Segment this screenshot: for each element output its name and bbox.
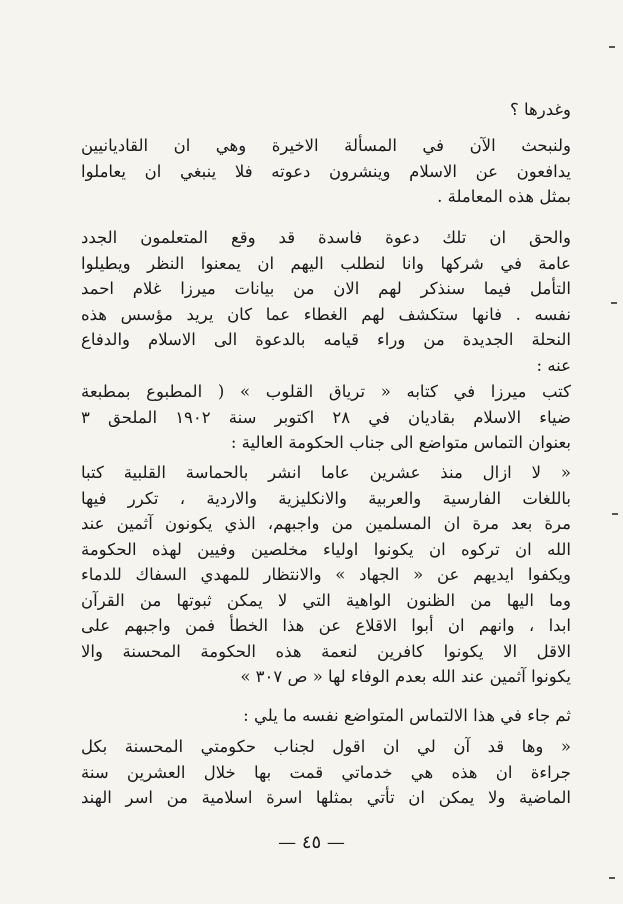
paragraph-line: ويكفوا ايديهم عن « الجهاد » والانتظار للمهدي السفاك للدماء bbox=[81, 565, 571, 584]
paragraph-line: الاقل الا يكونوا كافرين لنعمة هذه الحكومة المحسنة والا bbox=[81, 641, 571, 661]
paragraph-line: التأمل فيما سنذكر لهم الان من بيانات ميرزا غلام احمد bbox=[81, 279, 571, 298]
paragraph-line: يدافعون عن الاسلام وينشرون دعوته فلا ينبغي ان يعاملوا bbox=[81, 161, 571, 181]
paragraph-line: باللغات الفارسية والعربية والانكليزية والاردية ، تكرر فيها bbox=[81, 488, 571, 508]
paragraph-line: الماضية ولا يمكن ان تأتي بمثلها اسرة اسلامية من اسر الهند bbox=[81, 788, 571, 807]
quotation-paragraph-2 bbox=[81, 734, 571, 811]
paragraph-1 bbox=[81, 133, 571, 210]
paragraph-line: مرة بعد مرة ان المسلمين من واجبهم، الذي يكونون آثمين عند bbox=[81, 514, 571, 533]
paragraph-line: « وها قد آن لي ان اقول لجناب حكومتي المحسنة بكل bbox=[81, 737, 571, 756]
paragraph-line: ولنبحث الآن في المسألة الاخيرة وهي ان القاديانيين bbox=[81, 136, 571, 155]
paragraph-line: عنه : bbox=[536, 355, 571, 375]
edge-mark bbox=[609, 877, 615, 879]
paragraph-2 bbox=[81, 225, 571, 378]
paragraph-line: ضياء الاسلام بقاديان في ٢٨ اكتوبر سنة ١٩٠٢ الملحق ٣ bbox=[81, 407, 571, 427]
edge-mark bbox=[612, 513, 618, 515]
paragraph-line: بعنوان التماس متواضع الى جناب الحكومة العالية : bbox=[230, 433, 571, 452]
edge-mark bbox=[609, 46, 615, 48]
paragraph-line: وما اليها من الظنون الواهية التي لا يمكن ثبوتها من القرآن bbox=[81, 590, 571, 610]
opening-line-block bbox=[81, 97, 571, 123]
paragraph-line: الله ان تركوه ان يكونوا اولياء مخلصين وفيين لهذه الحكومة bbox=[81, 539, 571, 559]
paragraph-line: جراءة ان هذه هي خدماتي قمت بها خلال العشرين سنة bbox=[81, 762, 571, 782]
paragraph-line: « لا ازال منذ عشرين عاما انشر بالحماسة القلبية كتبا bbox=[81, 463, 571, 482]
paragraph-line: عامة في شركها وانا لنطلب اليهم ان يمعنوا النظر ويطيلوا bbox=[81, 253, 571, 273]
opening-line: وغدرها ؟ bbox=[510, 100, 571, 119]
paragraph-line: بمثل هذه المعاملة . bbox=[437, 187, 571, 206]
paragraph-line: والحق ان تلك دعوة فاسدة قد وقع المتعلمون الجدد bbox=[81, 228, 571, 247]
paragraph-line: النحلة الجديدة من وراء قيامه بالدعوة الى الاسلام والدفاع bbox=[81, 330, 571, 349]
paragraph-line: نفسه . فانها ستكشف لهم الغطاء عما كان يريد مؤسس هذه bbox=[81, 304, 571, 324]
paragraph-3 bbox=[81, 379, 571, 456]
paragraph-line: ثم جاء في هذا الالتماس المتواضع نفسه ما يلي : bbox=[243, 706, 571, 725]
page-number: — ٤٥ — bbox=[278, 832, 345, 853]
quotation-paragraph bbox=[81, 460, 571, 690]
paragraph-5 bbox=[81, 703, 571, 729]
edge-mark bbox=[611, 302, 617, 304]
paragraph-line: ابدا ، وانهم ان أبوا الاقلاع عن هذا الخطأ فمن واجبهم على bbox=[81, 616, 571, 635]
paragraph-line: يكونوا آثمين عند الله بعدم الوفاء لها « ص ٣٠٧ » bbox=[240, 667, 571, 686]
paragraph-line: كتب ميرزا في كتابه « ترياق القلوب » ( المطبوع بمطبعة bbox=[81, 382, 571, 401]
